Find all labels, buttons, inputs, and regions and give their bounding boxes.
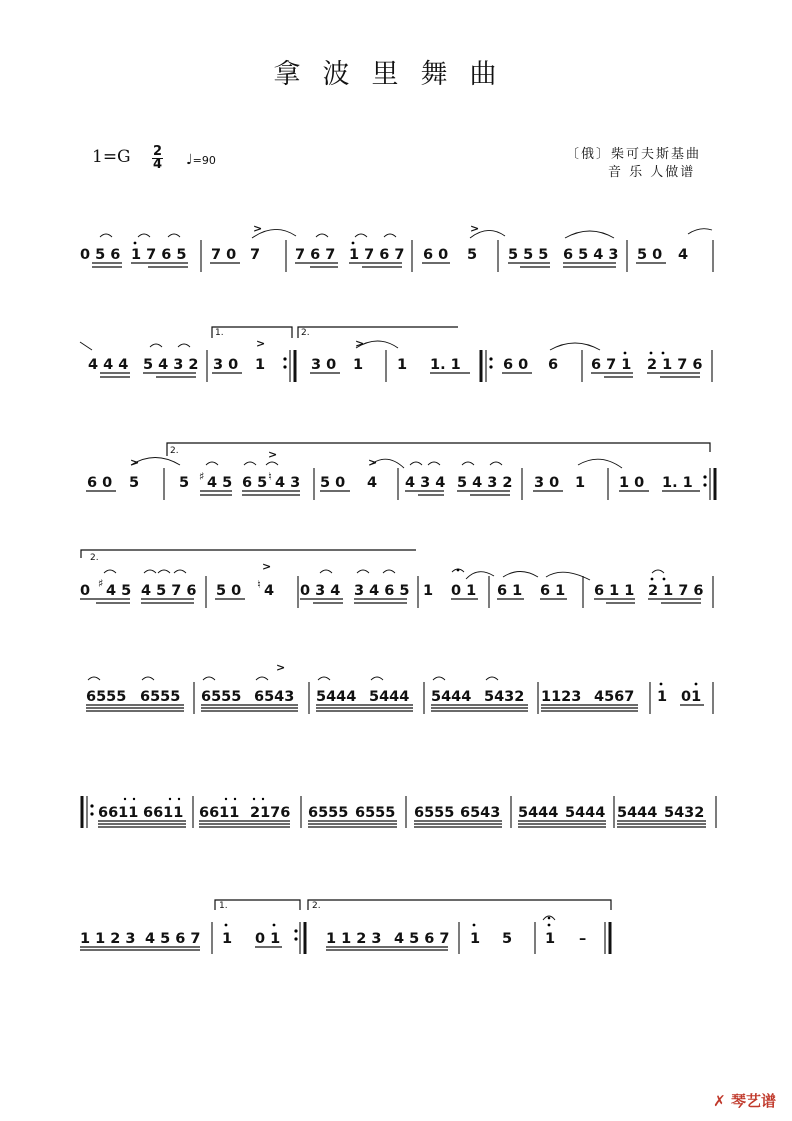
note-group: 1: [575, 475, 586, 491]
note-group: 5444: [518, 805, 559, 821]
note-group: 3 4 6 5: [354, 583, 410, 599]
note-group: 5: [502, 931, 513, 947]
note-group: 4 4 4: [88, 357, 129, 373]
note-group: 6543: [254, 689, 295, 705]
svg-text:♮: ♮: [268, 470, 272, 483]
volta-2-label: 2.: [301, 328, 310, 338]
note-group: 5444: [617, 805, 658, 821]
note-group: 1: [470, 931, 481, 947]
note-group: 6: [548, 357, 559, 373]
note-group: 4: [264, 583, 275, 599]
site-logo: [713, 1090, 776, 1111]
note-group: 5 0: [216, 583, 242, 599]
quarter-note-icon: ♩: [186, 152, 193, 168]
note-group: 0 3 4: [300, 583, 341, 599]
svg-text:>: >: [262, 560, 272, 573]
note-group: 1: [545, 931, 556, 947]
note-group: 1 0: [619, 475, 645, 491]
volta-1-label: 1.: [215, 328, 224, 338]
note-group: 4 5 7 6: [141, 583, 197, 599]
staff-row-6: [0, 766, 792, 886]
note-group: 5 4 3 2: [143, 357, 199, 373]
note-group: 6 1: [497, 583, 523, 599]
note-group: 6 0: [423, 247, 449, 263]
note-group: 5444: [431, 689, 472, 705]
note-group: 1: [353, 357, 364, 373]
note-group: 4: [367, 475, 378, 491]
composer-credit: 〔俄〕柴可夫斯基曲: [566, 147, 702, 162]
note-group: 0 1: [451, 583, 477, 599]
note-group: 2176: [250, 805, 291, 821]
note-group: 5432: [484, 689, 525, 705]
note-group: 3 0: [534, 475, 560, 491]
note-group: 6 5: [242, 475, 268, 491]
note-group: 6555: [308, 805, 349, 821]
note-group: 6 0: [503, 357, 529, 373]
note-group: 7: [250, 247, 261, 263]
note-group: 1 1 2 3: [326, 931, 382, 947]
volta-2-label: 2.: [90, 553, 99, 563]
note-group: 4 3 4: [405, 475, 446, 491]
staff-row-7: [0, 890, 792, 1010]
note-group: 4 5: [207, 475, 233, 491]
note-group: 4 5 6 7: [145, 931, 201, 947]
note-group: 1: [222, 931, 233, 947]
note-group: 5 0: [637, 247, 663, 263]
note-group: 0 1: [255, 931, 281, 947]
svg-text:>: >: [256, 337, 266, 350]
staff-row-4: [0, 542, 792, 662]
note-group: 6611: [98, 805, 139, 821]
staff-row-1: [0, 200, 792, 320]
arranger-credit: 音 乐 人做谱: [608, 165, 696, 180]
note-group: 1 1 2 3: [80, 931, 136, 947]
svg-text:>: >: [130, 456, 140, 469]
staff-row-5: [0, 650, 792, 770]
note-group: 6 1 1: [594, 583, 635, 599]
svg-text:♯: ♯: [199, 470, 205, 483]
svg-text:>: >: [253, 222, 263, 235]
note-group: 7 0: [211, 247, 237, 263]
svg-text:>: >: [470, 222, 480, 235]
note-group: 0 5 6: [80, 247, 121, 263]
volta-2-label: 2.: [312, 901, 321, 911]
note-group: 6555: [414, 805, 455, 821]
note-group: 3 0: [311, 357, 337, 373]
note-group: 5444: [369, 689, 410, 705]
note-group: 6 0: [87, 475, 113, 491]
logo-text: 琴艺谱: [730, 1092, 776, 1110]
volta-1-label: 1.: [219, 901, 228, 911]
note-group: 7 6 7: [295, 247, 336, 263]
note-group: 5 4 3 2: [457, 475, 513, 491]
note-group: 6611: [143, 805, 184, 821]
note-group: 1: [397, 357, 408, 373]
tempo-mark: [186, 152, 216, 168]
meter-bottom: 4: [153, 157, 163, 172]
note-group: 5: [129, 475, 140, 491]
note-group: 1. 1: [430, 357, 461, 373]
note-group: 5: [467, 247, 478, 263]
svg-text:♮: ♮: [257, 578, 261, 591]
note-group: 1 7 6 5: [131, 247, 187, 263]
note-group: 2 1 7 6: [648, 583, 704, 599]
note-group: 5: [179, 475, 190, 491]
note-group: 5444: [565, 805, 606, 821]
score-title: 拿波里舞曲: [273, 59, 519, 90]
volta-2-label: 2.: [170, 446, 179, 456]
note-group: 2 1 7 6: [647, 357, 703, 373]
note-group: 5432: [664, 805, 705, 821]
note-group: 1. 1: [662, 475, 693, 491]
note-group: 4567: [594, 689, 635, 705]
note-group: 6555: [355, 805, 396, 821]
note-group: 6 7 1: [591, 357, 632, 373]
tempo-value: =90: [192, 154, 216, 167]
logo-icon: ✗: [713, 1092, 726, 1110]
note-group: 1: [423, 583, 434, 599]
note-group: 4 3: [275, 475, 301, 491]
key-signature: 1=G: [92, 147, 131, 167]
note-group: 4 5: [106, 583, 132, 599]
note-group: 0: [80, 583, 91, 599]
svg-text:>: >: [276, 661, 286, 674]
note-group: 6543: [460, 805, 501, 821]
meter-top: 2: [153, 144, 163, 159]
staff-row-2: [0, 320, 792, 440]
note-group: 4: [678, 247, 689, 263]
svg-text:♯: ♯: [98, 577, 104, 590]
note-group: 5 5 5: [508, 247, 549, 263]
note-group: 5 0: [320, 475, 346, 491]
note-group: 6555: [86, 689, 127, 705]
note-group: –: [579, 931, 587, 947]
note-group: 5444: [316, 689, 357, 705]
note-group: 6611: [199, 805, 240, 821]
note-group: 6 5 4 3: [563, 247, 619, 263]
svg-text:>: >: [355, 337, 365, 350]
note-group: 1 7 6 7: [349, 247, 405, 263]
svg-text:>: >: [268, 448, 278, 461]
note-group: 1: [657, 689, 668, 705]
note-group: 01: [681, 689, 702, 705]
note-group: 1123: [541, 689, 582, 705]
note-group: 6 1: [540, 583, 566, 599]
note-group: 1: [255, 357, 266, 373]
svg-text:>: >: [368, 456, 378, 469]
time-signature: [152, 146, 163, 171]
note-group: 4 5 6 7: [394, 931, 450, 947]
note-group: 6555: [201, 689, 242, 705]
note-group: 3 0: [213, 357, 239, 373]
note-group: 6555: [140, 689, 181, 705]
